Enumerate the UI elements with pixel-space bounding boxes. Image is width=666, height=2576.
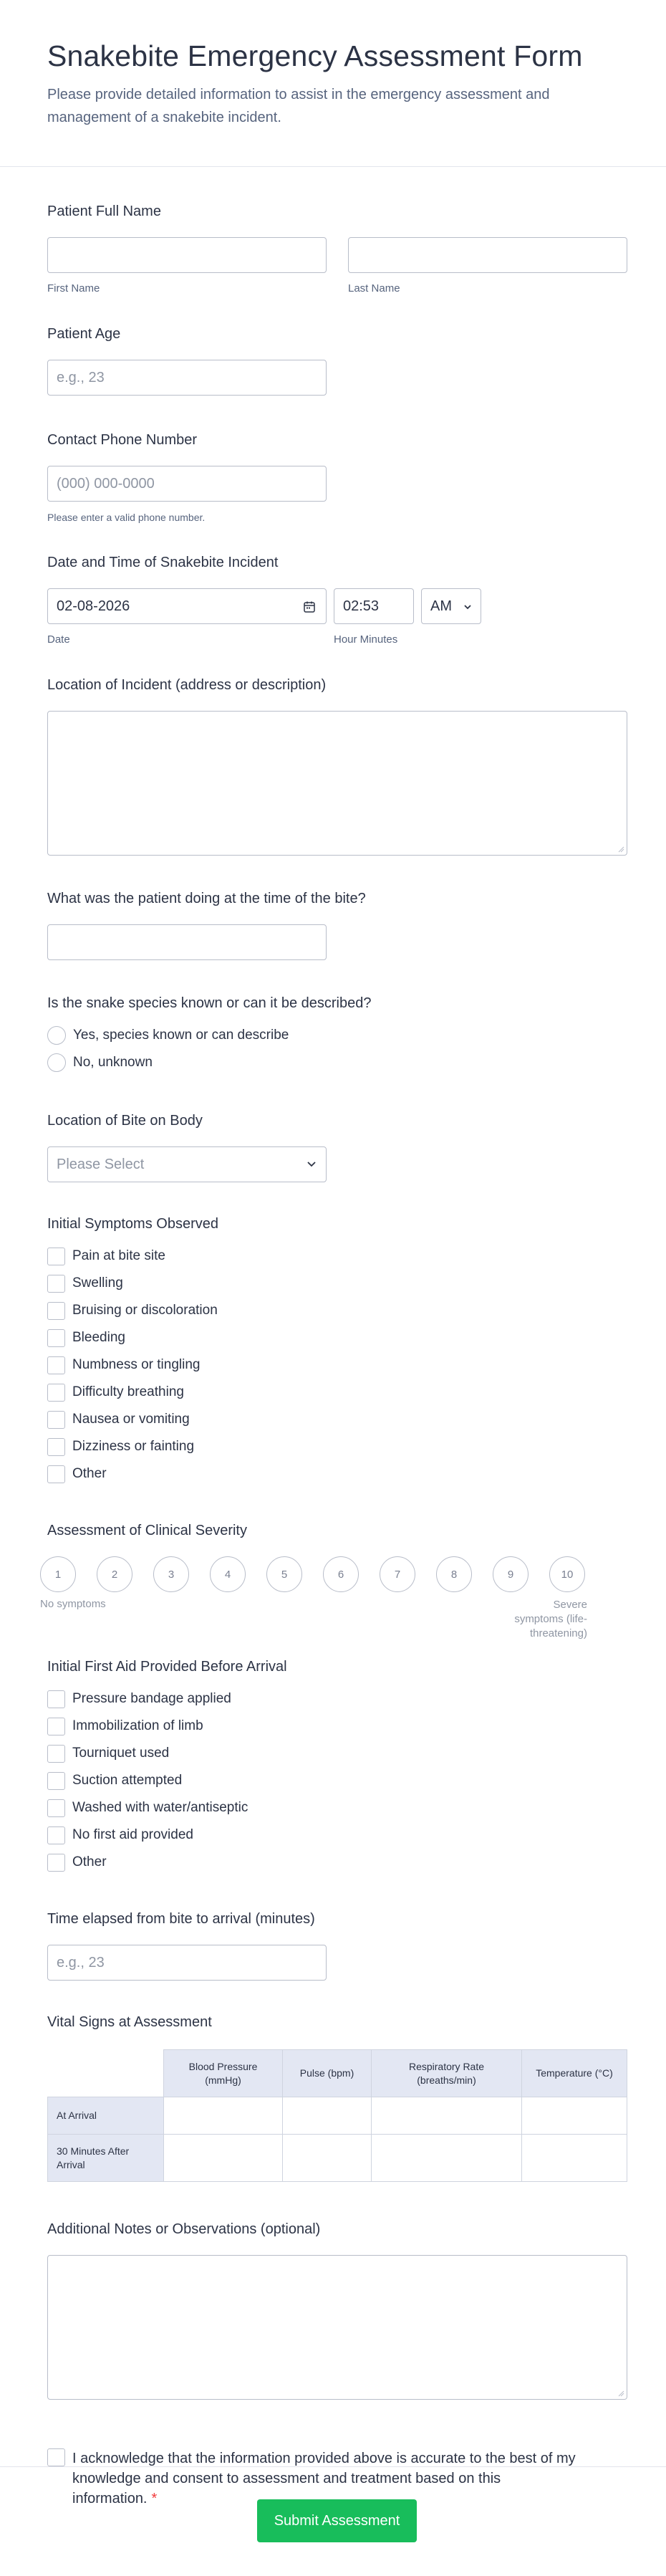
phone-label: Contact Phone Number bbox=[47, 432, 198, 448]
scale-option[interactable]: 6 bbox=[323, 1556, 359, 1592]
symptom-option-label: Numbness or tingling bbox=[72, 1357, 201, 1372]
question-activity bbox=[47, 890, 619, 960]
vitals-table bbox=[47, 2049, 627, 2182]
question-elapsed bbox=[47, 1910, 619, 1981]
notes-textarea[interactable] bbox=[47, 2255, 627, 2400]
bite-location-label: Location of Bite on Body bbox=[47, 1113, 203, 1129]
table-cell[interactable] bbox=[164, 2135, 283, 2182]
question-location bbox=[47, 676, 619, 856]
symptom-option[interactable] bbox=[47, 1406, 619, 1433]
question-patient-name bbox=[47, 203, 619, 295]
checkbox[interactable] bbox=[47, 1275, 65, 1293]
symptom-option-label: Difficulty breathing bbox=[72, 1384, 184, 1399]
scale-option[interactable]: 4 bbox=[210, 1556, 246, 1592]
chevron-down-icon bbox=[463, 603, 472, 611]
elapsed-label: Time elapsed from bite to arrival (minutes) bbox=[47, 1911, 315, 1927]
patient-age-label: Patient Age bbox=[47, 326, 121, 342]
scale-option[interactable]: 5 bbox=[266, 1556, 302, 1592]
species-option-yes[interactable] bbox=[47, 1022, 619, 1049]
checkbox[interactable] bbox=[47, 1248, 65, 1265]
first-aid-option-label: Pressure bandage applied bbox=[72, 1691, 231, 1706]
question-first-aid bbox=[47, 1658, 619, 1876]
checkbox[interactable] bbox=[47, 1826, 65, 1844]
form-description: Please provide detailed information to assist in the emergency assessment and management of a snakebite incident. bbox=[47, 87, 550, 125]
first-aid-label: Initial First Aid Provided Before Arrival bbox=[47, 1659, 287, 1675]
location-label: Location of Incident (address or description) bbox=[47, 677, 327, 693]
question-symptoms bbox=[47, 1215, 619, 1488]
column-header: Temperature (°C) bbox=[522, 2050, 627, 2097]
table-cell[interactable] bbox=[283, 2097, 372, 2135]
patient-name-label: Patient Full Name bbox=[47, 204, 161, 219]
species-option-label: No, unknown bbox=[73, 1055, 153, 1070]
form-title: Snakebite Emergency Assessment Form bbox=[47, 39, 583, 72]
table-corner bbox=[48, 2050, 164, 2097]
last-name-input[interactable] bbox=[348, 237, 627, 273]
severity-scale bbox=[40, 1556, 619, 1592]
date-input[interactable] bbox=[47, 588, 327, 624]
checkbox[interactable] bbox=[47, 1302, 65, 1320]
checkbox[interactable] bbox=[47, 1718, 65, 1735]
symptom-option-label: Other bbox=[72, 1466, 107, 1481]
scale-option[interactable]: 9 bbox=[493, 1556, 529, 1592]
checkbox[interactable] bbox=[47, 1465, 65, 1483]
first-aid-option[interactable] bbox=[47, 1767, 619, 1794]
row-header: 30 Minutes After Arrival bbox=[48, 2135, 164, 2182]
ampm-select[interactable] bbox=[421, 588, 481, 624]
chevron-down-icon bbox=[307, 1159, 317, 1169]
submit-button[interactable]: Submit Assessment bbox=[257, 2499, 417, 2542]
scale-option[interactable]: 2 bbox=[97, 1556, 132, 1592]
checkbox[interactable] bbox=[47, 1854, 65, 1872]
first-aid-option-label: Immobilization of limb bbox=[72, 1718, 203, 1733]
column-header: Blood Pressure (mmHg) bbox=[164, 2050, 283, 2097]
checkbox[interactable] bbox=[47, 1690, 65, 1708]
form-footer bbox=[0, 2466, 666, 2576]
checkbox[interactable] bbox=[47, 1799, 65, 1817]
first-aid-option-label: Tourniquet used bbox=[72, 1746, 170, 1761]
vitals-label: Vital Signs at Assessment bbox=[47, 2014, 212, 2030]
symptom-option[interactable] bbox=[47, 1379, 619, 1406]
first-aid-option[interactable] bbox=[47, 1713, 619, 1740]
activity-input[interactable] bbox=[47, 924, 327, 960]
time-input[interactable]: 02:53 bbox=[334, 588, 414, 624]
question-bite-location bbox=[47, 1112, 619, 1182]
table-cell[interactable] bbox=[522, 2135, 627, 2182]
question-species bbox=[47, 995, 619, 1076]
symptom-option-label: Bleeding bbox=[72, 1330, 125, 1345]
patient-age-input[interactable]: e.g., 23 bbox=[47, 360, 327, 396]
resize-grip-icon[interactable] bbox=[617, 846, 624, 853]
scale-option[interactable]: 10 bbox=[549, 1556, 585, 1592]
question-datetime bbox=[47, 554, 619, 646]
symptoms-label: Initial Symptoms Observed bbox=[47, 1216, 218, 1232]
elapsed-input[interactable]: e.g., 23 bbox=[47, 1945, 327, 1981]
first-aid-option-label: Suction attempted bbox=[72, 1773, 183, 1788]
first-aid-option-label: No first aid provided bbox=[72, 1827, 193, 1842]
species-label: Is the snake species known or can it be described? bbox=[47, 995, 372, 1011]
symptom-option-label: Nausea or vomiting bbox=[72, 1412, 190, 1427]
scale-option[interactable]: 7 bbox=[380, 1556, 415, 1592]
symptom-option-label: Pain at bite site bbox=[72, 1248, 165, 1263]
symptom-option[interactable] bbox=[47, 1270, 619, 1297]
phone-input[interactable]: (000) 000-0000 bbox=[47, 466, 327, 502]
question-vitals bbox=[47, 2014, 619, 2182]
question-notes bbox=[47, 2221, 619, 2400]
activity-label: What was the patient doing at the time of the bite? bbox=[47, 891, 366, 906]
calendar-icon[interactable] bbox=[303, 600, 316, 613]
table-cell[interactable] bbox=[164, 2097, 283, 2135]
species-option-no[interactable] bbox=[47, 1049, 619, 1076]
symptom-option-label: Swelling bbox=[72, 1275, 123, 1291]
form-header bbox=[0, 0, 666, 167]
row-header: At Arrival bbox=[48, 2097, 164, 2135]
first-name-input[interactable] bbox=[47, 237, 327, 273]
phone-hint: Please enter a valid phone number. bbox=[47, 512, 206, 523]
radio-button[interactable] bbox=[47, 1026, 66, 1045]
column-header: Pulse (bpm) bbox=[283, 2050, 372, 2097]
acknowledgement-label: I acknowledge that the information provided above is accurate to the best of my knowledge and consent to assessment and treatment based on this information. bbox=[72, 2451, 576, 2506]
symptom-option[interactable] bbox=[47, 1297, 619, 1324]
radio-button[interactable] bbox=[47, 1053, 66, 1072]
checkbox[interactable] bbox=[47, 1411, 65, 1429]
checkbox[interactable] bbox=[47, 1745, 65, 1763]
checkbox[interactable] bbox=[47, 1329, 65, 1347]
scale-high-label: Severe symptoms (life-threatening) bbox=[514, 1599, 587, 1639]
scale-option[interactable]: 3 bbox=[153, 1556, 189, 1592]
symptom-option[interactable] bbox=[47, 1351, 619, 1379]
table-cell[interactable] bbox=[372, 2097, 522, 2135]
severity-label: Assessment of Clinical Severity bbox=[47, 1523, 247, 1538]
symptom-option[interactable] bbox=[47, 1324, 619, 1351]
checkbox[interactable] bbox=[47, 1384, 65, 1402]
question-patient-age bbox=[47, 325, 619, 396]
question-severity bbox=[40, 1522, 619, 1639]
first-aid-option[interactable] bbox=[47, 1821, 619, 1849]
table-cell[interactable] bbox=[372, 2135, 522, 2182]
last-name-sublabel: Last Name bbox=[348, 282, 400, 295]
scale-low-label: No symptoms bbox=[40, 1598, 106, 1610]
first-aid-option[interactable] bbox=[47, 1794, 619, 1821]
table-cell[interactable] bbox=[283, 2135, 372, 2182]
first-aid-option-label: Washed with water/antiseptic bbox=[72, 1800, 248, 1815]
location-textarea[interactable] bbox=[47, 711, 627, 856]
time-sublabel: Hour Minutes bbox=[334, 633, 398, 646]
date-value: 02-08-2026 bbox=[57, 598, 130, 614]
checkbox[interactable] bbox=[47, 1356, 65, 1374]
question-phone bbox=[47, 431, 619, 524]
bite-location-placeholder: Please Select bbox=[47, 1146, 327, 1182]
datetime-label: Date and Time of Snakebite Incident bbox=[47, 555, 279, 570]
first-aid-option[interactable] bbox=[47, 1685, 619, 1713]
symptom-option[interactable] bbox=[47, 1460, 619, 1488]
table-cell[interactable] bbox=[522, 2097, 627, 2135]
form-body bbox=[0, 167, 666, 2509]
ampm-value: AM bbox=[430, 598, 452, 614]
column-header: Respiratory Rate (breaths/min) bbox=[372, 2050, 522, 2097]
symptom-option-label: Dizziness or fainting bbox=[72, 1439, 195, 1454]
symptom-option-label: Bruising or discoloration bbox=[72, 1303, 218, 1318]
first-name-sublabel: First Name bbox=[47, 282, 100, 295]
required-mark: * bbox=[151, 2491, 158, 2506]
notes-label: Additional Notes or Observations (optional) bbox=[47, 2221, 321, 2237]
first-aid-option[interactable] bbox=[47, 1740, 619, 1767]
resize-grip-icon[interactable] bbox=[617, 2390, 624, 2397]
symptom-option[interactable] bbox=[47, 1242, 619, 1270]
acknowledgement-checkbox[interactable] bbox=[47, 2448, 65, 2466]
bite-location-select[interactable] bbox=[47, 1146, 327, 1182]
first-aid-option[interactable] bbox=[47, 1849, 619, 1876]
symptom-option[interactable] bbox=[47, 1433, 619, 1460]
species-option-label: Yes, species known or can describe bbox=[73, 1028, 289, 1043]
first-aid-option-label: Other bbox=[72, 1854, 107, 1869]
date-sublabel: Date bbox=[47, 633, 70, 646]
checkbox[interactable] bbox=[47, 1438, 65, 1456]
scale-option[interactable]: 1 bbox=[40, 1556, 76, 1592]
checkbox[interactable] bbox=[47, 1772, 65, 1790]
scale-option[interactable]: 8 bbox=[436, 1556, 472, 1592]
